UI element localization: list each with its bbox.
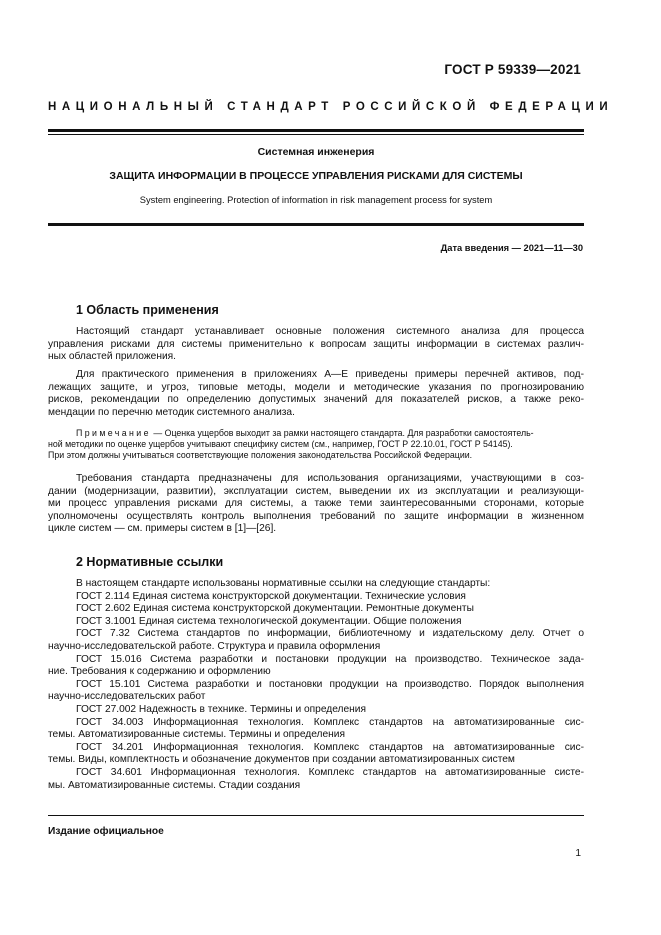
- reference-line-continuation: ние. Требования к содержанию и оформлению: [48, 666, 271, 678]
- standard-title: ЗАЩИТА ИНФОРМАЦИИ В ПРОЦЕССЕ УПРАВЛЕНИЯ РИСКАМИ ДЛЯ СИСТЕМЫ: [109, 170, 523, 182]
- reference-line: ГОСТ 7.32 Система стандартов по информации, библиотечному и издательскому делу. Отчет о: [76, 628, 584, 640]
- reference-line-continuation: научно-исследовательской работе. Структура и правила оформления: [48, 640, 381, 652]
- text-line: мендации по перечню методик системного анализа.: [48, 406, 295, 418]
- text-line: рисков, рекомендации по определению допустимых значений для показателей рисков, а также реко-: [48, 394, 584, 406]
- standard-title-english: System engineering. Protection of information in risk management process for system: [139, 195, 493, 205]
- reference-line-continuation: мы. Автоматизированные системы. Стадии создания: [48, 779, 301, 791]
- text-line: Настоящий стандарт устанавливает основные положения системного анализа для процесса: [76, 326, 584, 337]
- references-intro: В настоящем стандарте использованы нормативные ссылки на следующие стандарты:: [76, 578, 491, 589]
- title-rule-top-thin: [48, 134, 584, 135]
- text-line: Требования стандарта предназначены для использования организациями, участвующими в соз-: [76, 473, 584, 484]
- note-line: ной методики по оценке ущербов учитывают специфику систем (см., например, ГОСТ Р 22.10.01, ГОСТ Р 54145).: [48, 439, 513, 450]
- text-line: лежащих защите, и угроз, типовые методы, модели и методические указания по прогнозированию: [48, 381, 584, 393]
- section-1-paragraph-3: [48, 473, 584, 536]
- text-line: цикле систем — см. примеры систем в [1]—[26].: [48, 523, 277, 535]
- national-standard-banner: НАЦИОНАЛЬНЫЙ СТАНДАРТ РОССИЙСКОЙ ФЕДЕРАЦИИ: [48, 101, 614, 113]
- introduction-date: Дата введения — 2021—11—30: [440, 243, 583, 253]
- reference-line: ГОСТ 34.201 Информационная технология. Комплекс стандартов на автоматизированные сис-: [76, 741, 584, 753]
- official-edition-label: Издание официальное: [48, 826, 164, 837]
- section-1-paragraph-1: [48, 326, 584, 364]
- reference-line: ГОСТ 3.1001 Единая система технологической документации. Общие положения: [76, 615, 462, 627]
- text-line: дании (модернизации, развитии), эксплуатации систем, выведении их из эксплуатации и реализующи-: [48, 485, 584, 497]
- footer-rule: [48, 815, 584, 816]
- text-line: ми процесс управления рисками для системы, а также теми заинтересованными сторонами, которые: [48, 498, 584, 510]
- section-1-heading: 1 Область применения: [76, 303, 219, 317]
- reference-line: ГОСТ 15.101 Система разработки и постановки продукции на производство. Порядок выполнения: [76, 678, 584, 690]
- note-line: При этом должны учитываться соответствующие положения законодательства Российской Федерации.: [48, 450, 473, 461]
- page-number: 1: [575, 848, 581, 859]
- note-label: Примечание: [76, 428, 151, 438]
- reference-line: ГОСТ 34.003 Информационная технология. Комплекс стандартов на автоматизированные сис-: [76, 716, 584, 728]
- reference-line: ГОСТ 34.601 Информационная технология. Комплекс стандартов на автоматизированные систе-: [76, 766, 584, 778]
- standard-code: ГОСТ Р 59339—2021: [444, 62, 581, 77]
- text-line: Для практического применения в приложениях А—Е приведены примеры перечней активов, под-: [76, 369, 584, 380]
- text-line: уполномочены осуществлять контроль выполнения требований по защите информации в жизненном: [48, 510, 584, 522]
- title-rule-bottom: [48, 223, 584, 226]
- text-line: ных областей приложения.: [48, 351, 176, 363]
- note-text: — Оценка ущербов выходит за рамки настоящего стандарта. Для разработки самостоятель-: [150, 428, 534, 438]
- reference-line-continuation: темы. Автоматизированные системы. Термины и определения: [48, 729, 345, 741]
- section-1-note: [48, 428, 584, 462]
- reference-line: ГОСТ 27.002 Надежность в технике. Термины и определения: [76, 703, 366, 715]
- text-line: управления рисками для системы применительно к вопросам защиты информации в системах различ-: [48, 338, 584, 350]
- title-rule-top: [48, 129, 584, 132]
- reference-line-continuation: темы. Виды, комплектность и обозначение документов при создании автоматизированных систем: [48, 754, 515, 766]
- standard-subtitle: Системная инженерия: [257, 146, 375, 158]
- reference-line: ГОСТ 2.114 Единая система конструкторской документации. Технические условия: [76, 590, 466, 602]
- reference-line: ГОСТ 2.602 Единая система конструкторской документации. Ремонтные документы: [76, 603, 474, 615]
- note-first-line: [48, 428, 584, 439]
- section-2-heading: 2 Нормативные ссылки: [76, 555, 224, 569]
- section-1-paragraph-2: [48, 369, 584, 419]
- normative-references-list: [48, 578, 584, 792]
- reference-line: ГОСТ 15.016 Система разработки и постановки продукции на производство. Техническое зада-: [76, 653, 584, 665]
- reference-line-continuation: научно-исследовательских работ: [48, 691, 206, 703]
